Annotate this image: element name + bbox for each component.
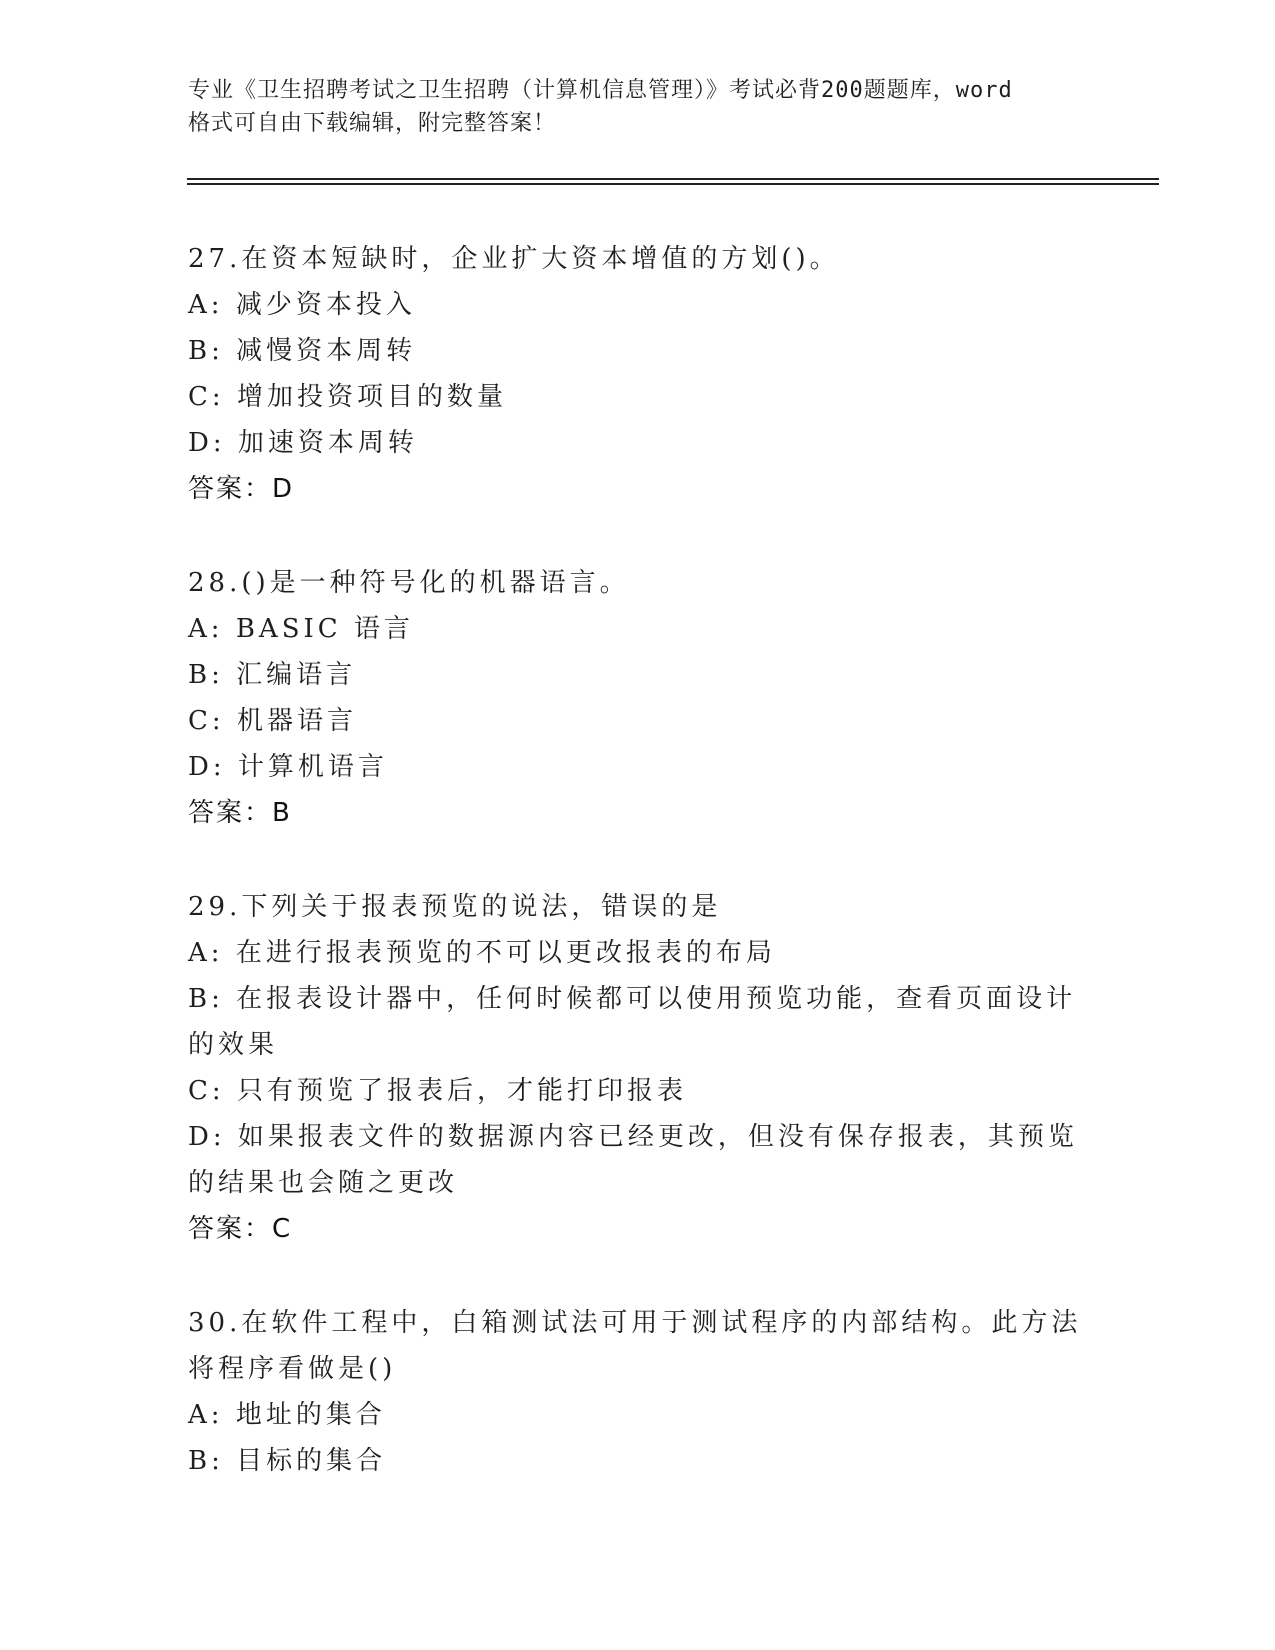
question-list (188, 236, 1088, 1532)
option-text: 机器语言 (236, 706, 357, 736)
option-c (188, 1068, 1088, 1114)
option-separator: : (211, 706, 237, 736)
option-letter: B (188, 984, 212, 1014)
option-text: BASIC 语言 (235, 614, 414, 644)
option-letter: D (188, 428, 213, 458)
option-separator: : (212, 1122, 238, 1152)
option-letter: C (188, 382, 212, 412)
option-separator: : (212, 428, 238, 458)
option-letter: C (188, 706, 212, 736)
option-b (188, 328, 1088, 374)
question-stem: 28.()是一种符号化的机器语言。 (188, 568, 630, 598)
option-c (188, 698, 1088, 744)
option-d (188, 744, 1088, 790)
option-text: 只有预览了报表后，才能打印报表 (236, 1076, 687, 1106)
option-letter: A (188, 290, 211, 320)
option-text: 在进行报表预览的不可以更改报表的布局 (235, 938, 776, 968)
option-c (188, 374, 1088, 420)
option-text: 地址的集合 (235, 1400, 386, 1430)
option-letter: B (188, 336, 212, 366)
option-separator: : (211, 1446, 237, 1476)
option-a (188, 930, 1088, 976)
question-28 (188, 560, 1088, 836)
option-separator: : (210, 614, 236, 644)
option-separator: : (211, 984, 237, 1014)
question-30 (188, 1300, 1088, 1484)
option-text: 加速资本周转 (237, 428, 418, 458)
option-separator: : (212, 752, 238, 782)
question-27 (188, 236, 1088, 512)
answer-label: 答案：C (188, 1214, 293, 1244)
option-letter: C (188, 1076, 212, 1106)
option-text: 在报表设计器中，任何时候都可以使用预览功能，查看页面设计的效果 (188, 984, 1077, 1060)
option-text: 计算机语言 (237, 752, 388, 782)
option-letter: B (188, 660, 212, 690)
option-letter: D (188, 1122, 213, 1152)
question-29 (188, 884, 1088, 1252)
header-divider-bottom (187, 183, 1159, 185)
option-letter: A (188, 614, 211, 644)
option-letter: B (188, 1446, 212, 1476)
option-a (188, 606, 1088, 652)
option-text: 目标的集合 (236, 1446, 387, 1476)
option-letter: A (188, 938, 211, 968)
option-text: 减慢资本周转 (236, 336, 417, 366)
question-stem: 27.在资本短缺时，企业扩大资本增值的方划()。 (188, 244, 840, 274)
option-letter: D (188, 752, 213, 782)
option-text: 汇编语言 (236, 660, 357, 690)
header-divider-top (187, 178, 1159, 180)
option-separator: : (211, 660, 237, 690)
option-a (188, 1392, 1088, 1438)
option-separator: : (210, 290, 236, 320)
option-separator: : (210, 938, 236, 968)
question-stem: 29.下列关于报表预览的说法，错误的是 (188, 892, 722, 922)
answer-label: 答案：B (188, 798, 292, 828)
option-a (188, 282, 1088, 328)
option-separator: : (211, 1076, 237, 1106)
option-b (188, 1438, 1088, 1484)
option-text: 减少资本投入 (235, 290, 416, 320)
option-separator: : (210, 1400, 236, 1430)
option-b (188, 652, 1088, 698)
option-b (188, 976, 1088, 1068)
header-line-2: 格式可自由下载编辑，附完整答案！ (188, 111, 557, 136)
option-letter: A (188, 1400, 211, 1430)
option-separator: : (211, 336, 237, 366)
option-text: 如果报表文件的数据源内容已经更改，但没有保存报表，其预览的结果也会随之更改 (188, 1122, 1078, 1198)
option-d (188, 420, 1088, 466)
option-separator: : (211, 382, 237, 412)
answer-label: 答案：D (188, 474, 295, 504)
header-line-1: 专业《卫生招聘考试之卫生招聘（计算机信息管理）》考试必背200题题库，word (188, 78, 1013, 103)
option-text: 增加投资项目的数量 (236, 382, 507, 412)
option-d (188, 1114, 1088, 1206)
document-header (188, 74, 1088, 140)
question-stem: 30.在软件工程中，白箱测试法可用于测试程序的内部结构。此方法将程序看做是() (188, 1308, 1082, 1384)
